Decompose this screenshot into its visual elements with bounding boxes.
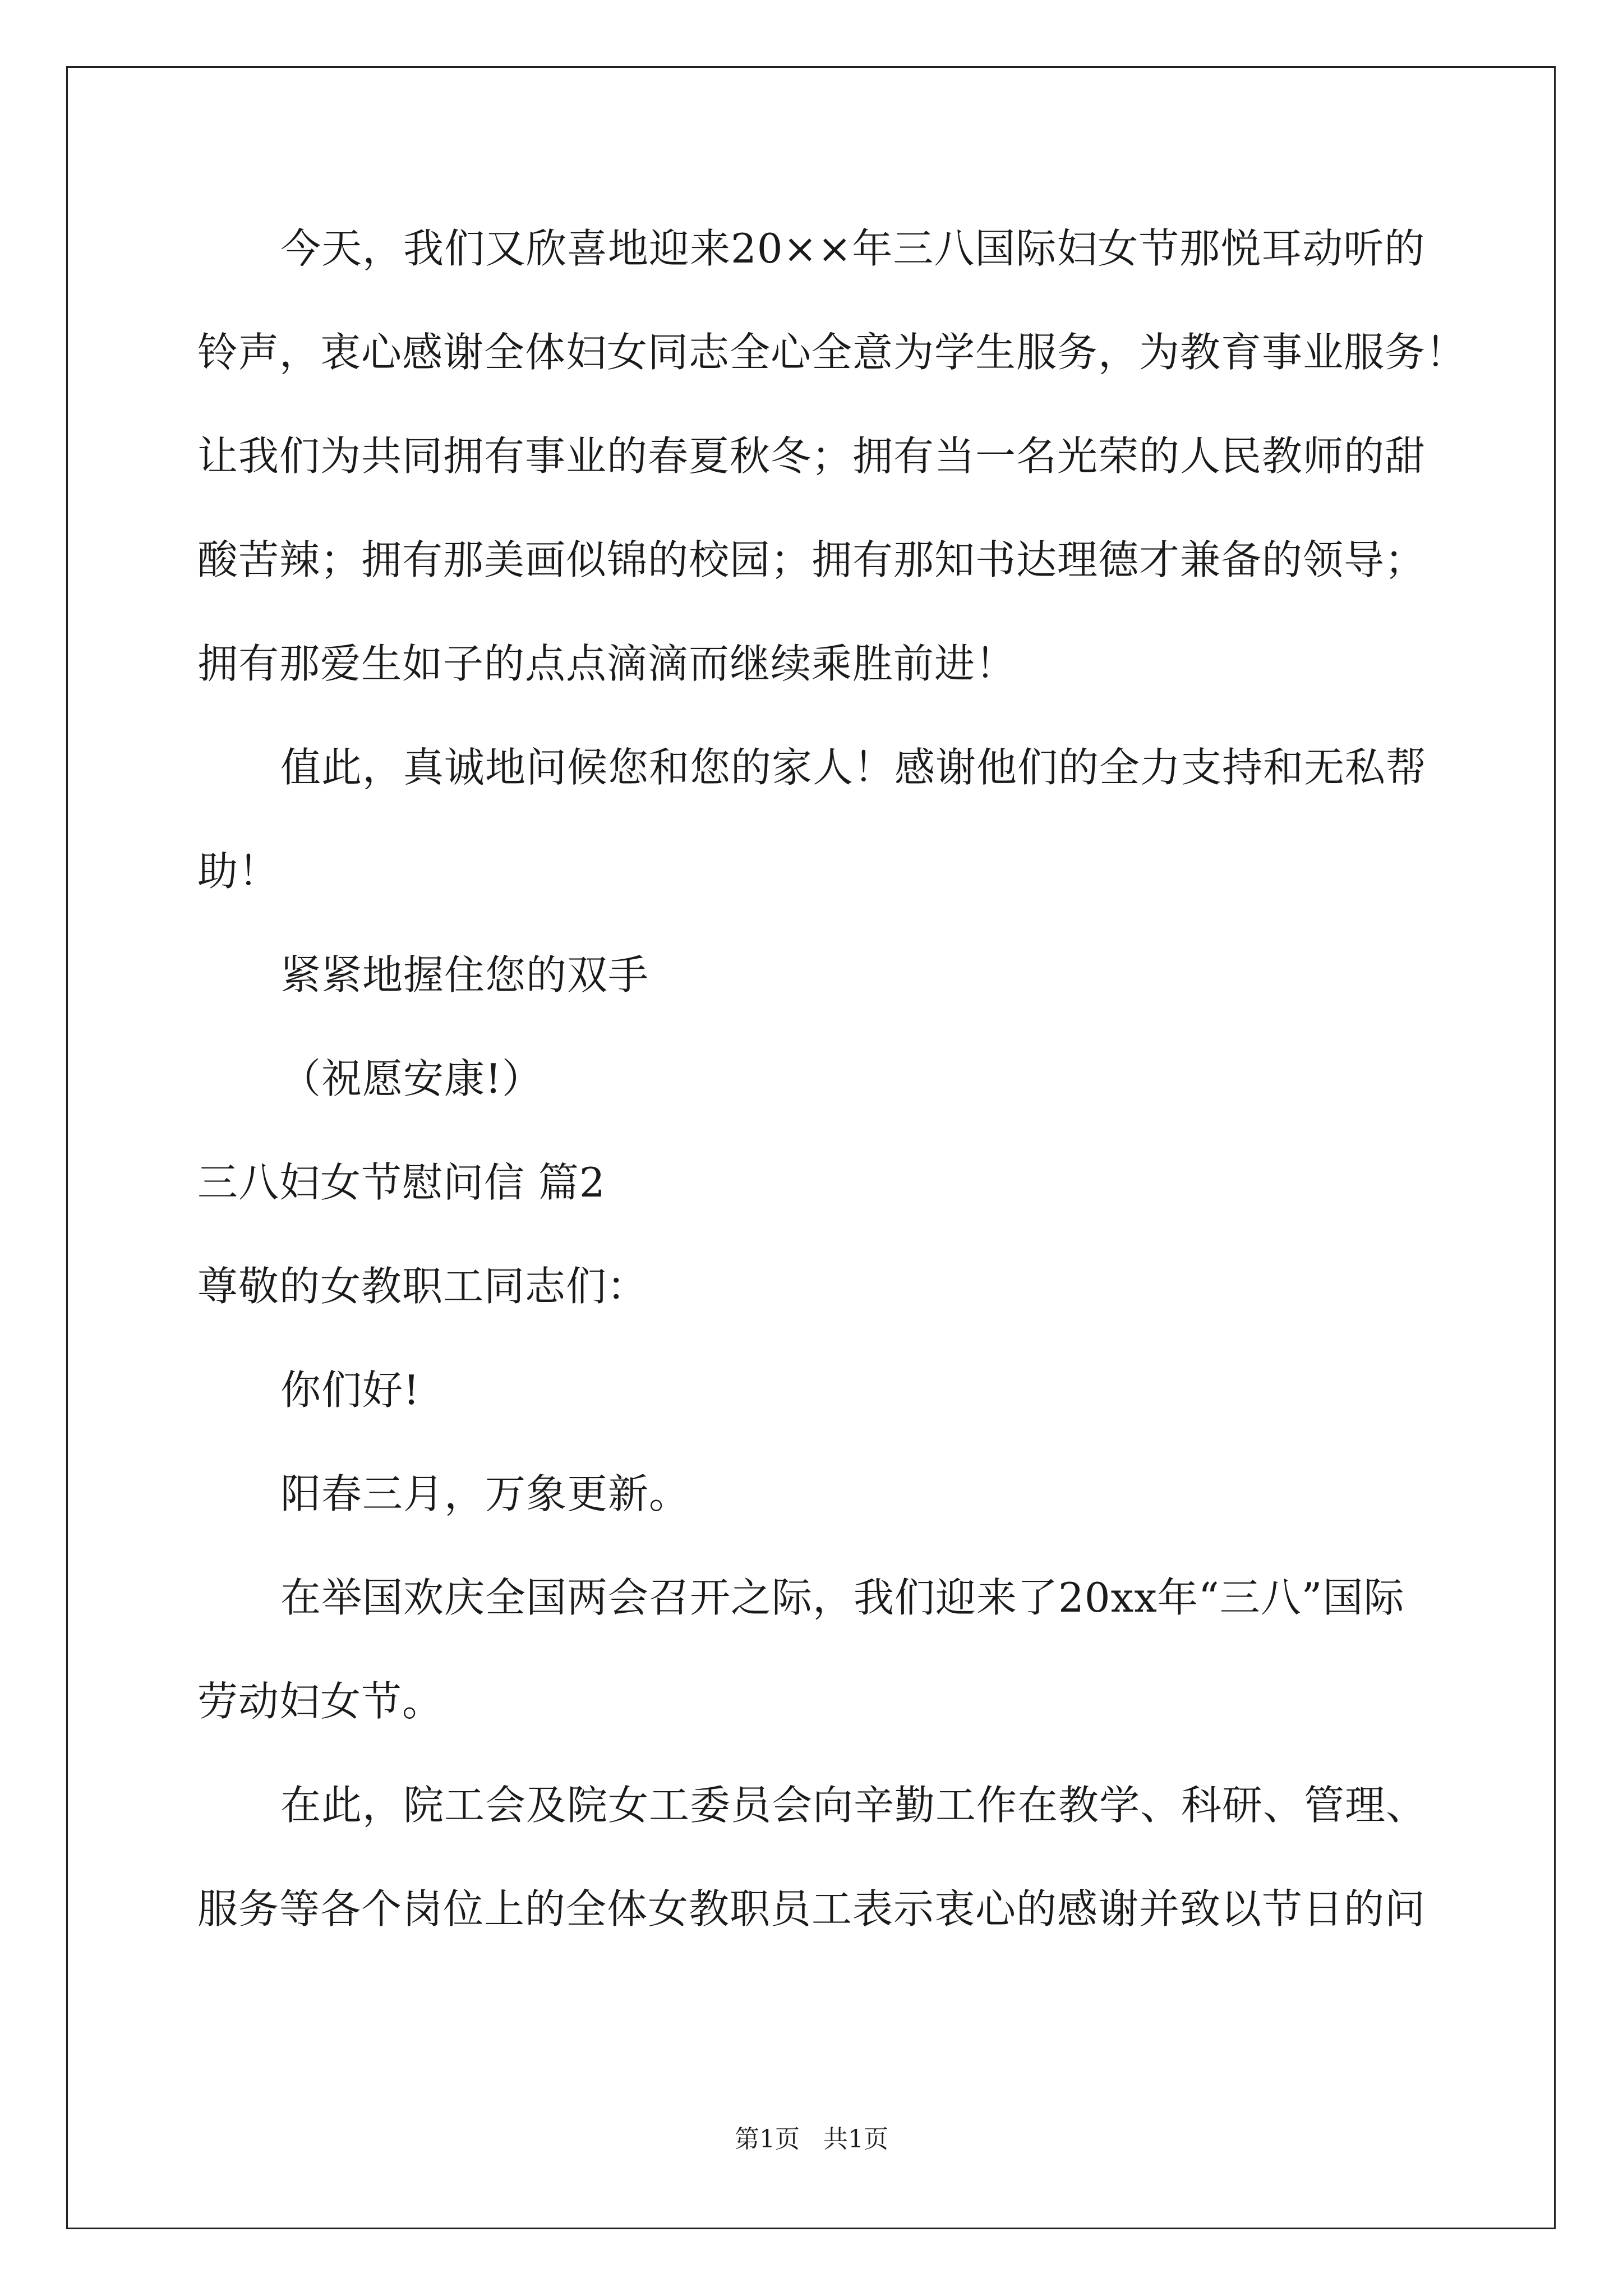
paragraph-line: 今天，我们又欣喜地迎来20××年三八国际妇女节那悦耳动听的 — [280, 225, 1426, 272]
closing-line: 紧紧地握住您的双手 — [280, 951, 649, 999]
salutation: 尊敬的女教职工同志们： — [197, 1263, 648, 1310]
page-number-footer: 第1页 共1页 — [735, 2125, 888, 2154]
paragraph-line: 在举国欢庆全国两会召开之际，我们迎来了20xx年“三八”国际 — [280, 1574, 1405, 1621]
paragraph-line: 助！ — [197, 848, 280, 895]
paragraph-line: 值此，真诚地问候您和您的家人！感谢他们的全力支持和无私帮 — [280, 744, 1427, 791]
paragraph-line: 服务等各个岗位上的全体女教职员工表示衷心的感谢并致以节日的问 — [197, 1885, 1426, 1932]
paragraph-line: 酸苦辣；拥有那美画似锦的校园；拥有那知书达理德才兼备的领导； — [197, 536, 1426, 583]
paragraph-line: 在此，院工会及院女工委员会向辛勤工作在教学、科研、管理、 — [280, 1782, 1427, 1829]
greeting: 你们好! — [280, 1366, 420, 1414]
paragraph-line: 拥有那爱生如子的点点滴滴而继续乘胜前进！ — [197, 640, 1017, 687]
paragraph-line: 让我们为共同拥有事业的春夏秋冬；拥有当一名光荣的人民教师的甜 — [197, 432, 1426, 480]
paragraph-line: 铃声，衷心感谢全体妇女同志全心全意为学生服务，为教育事业服务！ — [197, 329, 1467, 376]
paragraph-line: 阳春三月，万象更新。 — [280, 1470, 690, 1517]
paragraph-line: 劳动妇女节。 — [197, 1678, 444, 1725]
section-heading: 三八妇女节慰问信 篇2 — [197, 1159, 606, 1206]
closing-wish: （祝愿安康!） — [280, 1055, 543, 1102]
